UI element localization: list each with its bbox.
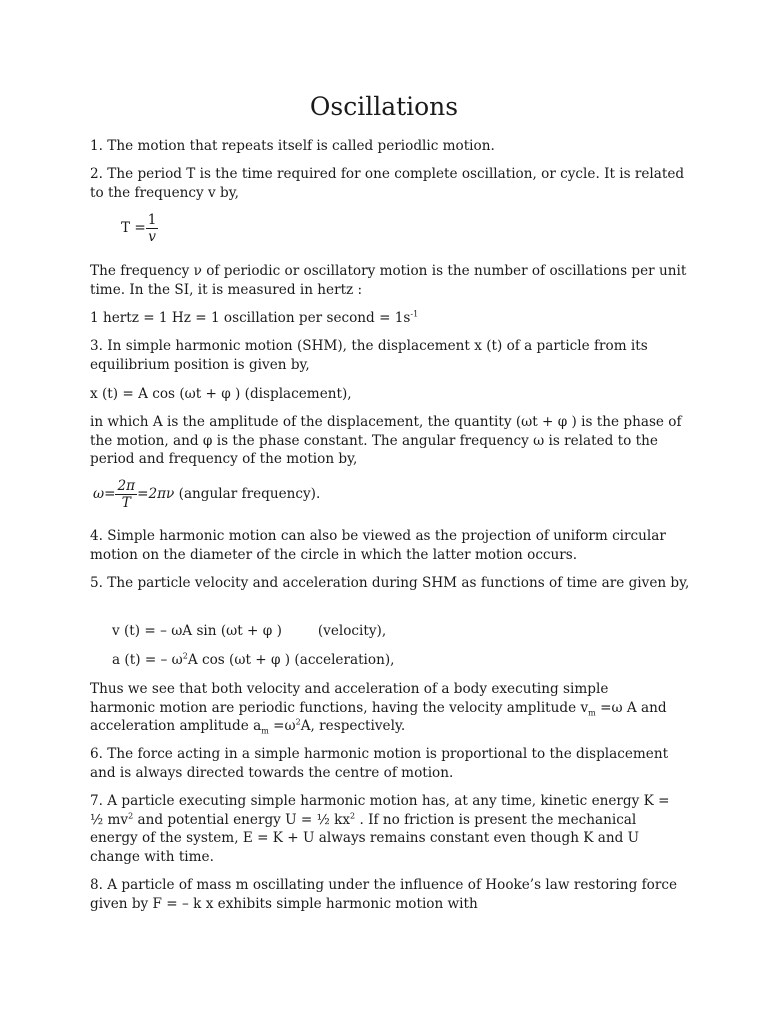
paragraph-9: 5. The particle velocity and acceleration during SHM as functions of time are given by,	[90, 575, 690, 591]
fraction-numerator: 1	[147, 212, 157, 228]
equation-omega	[93, 478, 320, 511]
fraction-1-over-v	[146, 212, 159, 245]
superscript: 2	[182, 651, 188, 661]
hertz-definition: 1 hertz = 1 Hz = 1 oscillation per second = 1s	[90, 310, 411, 326]
paragraph-11: 6. The force acting in a simple harmonic motion is proportional to the displacement and is always directed towards the centre of motion.	[90, 746, 669, 781]
equation-omega-rhs: =2πν	[137, 486, 175, 502]
equation-period	[121, 212, 158, 245]
page-title: Oscillations	[309, 92, 459, 121]
paragraph-12	[90, 792, 690, 866]
paragraph-7: in which A is the amplitude of the displacement, the quantity (ωt + φ ) is the phase of the motion, and φ is the phase constant. The angular frequency ω is related to the period and frequency of the motion by,	[90, 414, 682, 467]
equation-period-lhs: T =	[121, 220, 146, 236]
velocity-formula: v (t) = – ωA sin (ωt + φ )	[112, 623, 282, 639]
paragraph-4	[90, 309, 690, 328]
paragraph-10-line-3: acceleration amplitude $a_m =\omega^2A$, respectively.	[90, 717, 406, 736]
paragraph-12-line-4: change with time.	[90, 848, 214, 865]
paragraph-10-line-2: harmonic motion are periodic functions, having the velocity amplitude $v_m =\omega$ A and	[90, 699, 667, 718]
velocity-label: (velocity),	[317, 623, 387, 639]
acceleration-formula-post: A cos (ωt + φ ) (acceleration),	[187, 652, 395, 668]
fraction-denominator: T	[121, 495, 131, 511]
paragraph-6: x (t) = A cos (ωt + φ ) (displacement),	[90, 386, 352, 402]
paragraph-12-line-2: ½ $mv^2$ and potential energy U = ½ $kx^2$ . If no friction is present the mechanical	[90, 810, 637, 828]
equation-velocity	[112, 622, 386, 641]
fraction-numerator: 2π	[117, 478, 136, 494]
equation-omega-lhs: ω=	[93, 486, 116, 502]
equation-omega-label: (angular frequency).	[174, 486, 321, 502]
equation-acceleration	[112, 651, 394, 670]
paragraph-2: 2. The period T is the time required for one complete oscillation, or cycle. It is related to the frequency v by,	[90, 166, 685, 201]
paragraph-10	[90, 680, 690, 736]
paragraph-3: The frequency ν of periodic or oscillatory motion is the number of oscillations per unit time. In the SI, it is measured in hertz :	[90, 263, 687, 298]
paragraph-13: 8. A particle of mass m oscillating under the influence of Hooke’s law restoring force given by F = – k x exhibits simple harmonic motion with	[90, 877, 677, 912]
paragraph-12-line-3: energy of the system, E = K + U always remains constant even though K and U	[90, 830, 640, 846]
paragraph-12-line-1: 7. A particle executing simple harmonic motion has, at any time, kinetic energy K =	[90, 793, 670, 809]
paragraph-5: 3. In simple harmonic motion (SHM), the displacement x (t) of a particle from its equilibrium position is given by,	[90, 338, 648, 373]
fraction-2pi-over-t	[115, 478, 137, 511]
paragraph-10-line-1: Thus we see that both velocity and acceleration of a body executing simple	[90, 681, 609, 697]
acceleration-formula-pre: a (t) = – ω	[112, 652, 183, 668]
paragraph-8: 4. Simple harmonic motion can also be viewed as the projection of uniform circular motion on the diameter of the circle in which the latter motion occurs.	[90, 528, 666, 563]
fraction-denominator: v	[148, 229, 156, 245]
superscript: -1	[410, 309, 419, 319]
paragraph-1: 1. The motion that repeats itself is called periodlic motion.	[90, 138, 495, 154]
